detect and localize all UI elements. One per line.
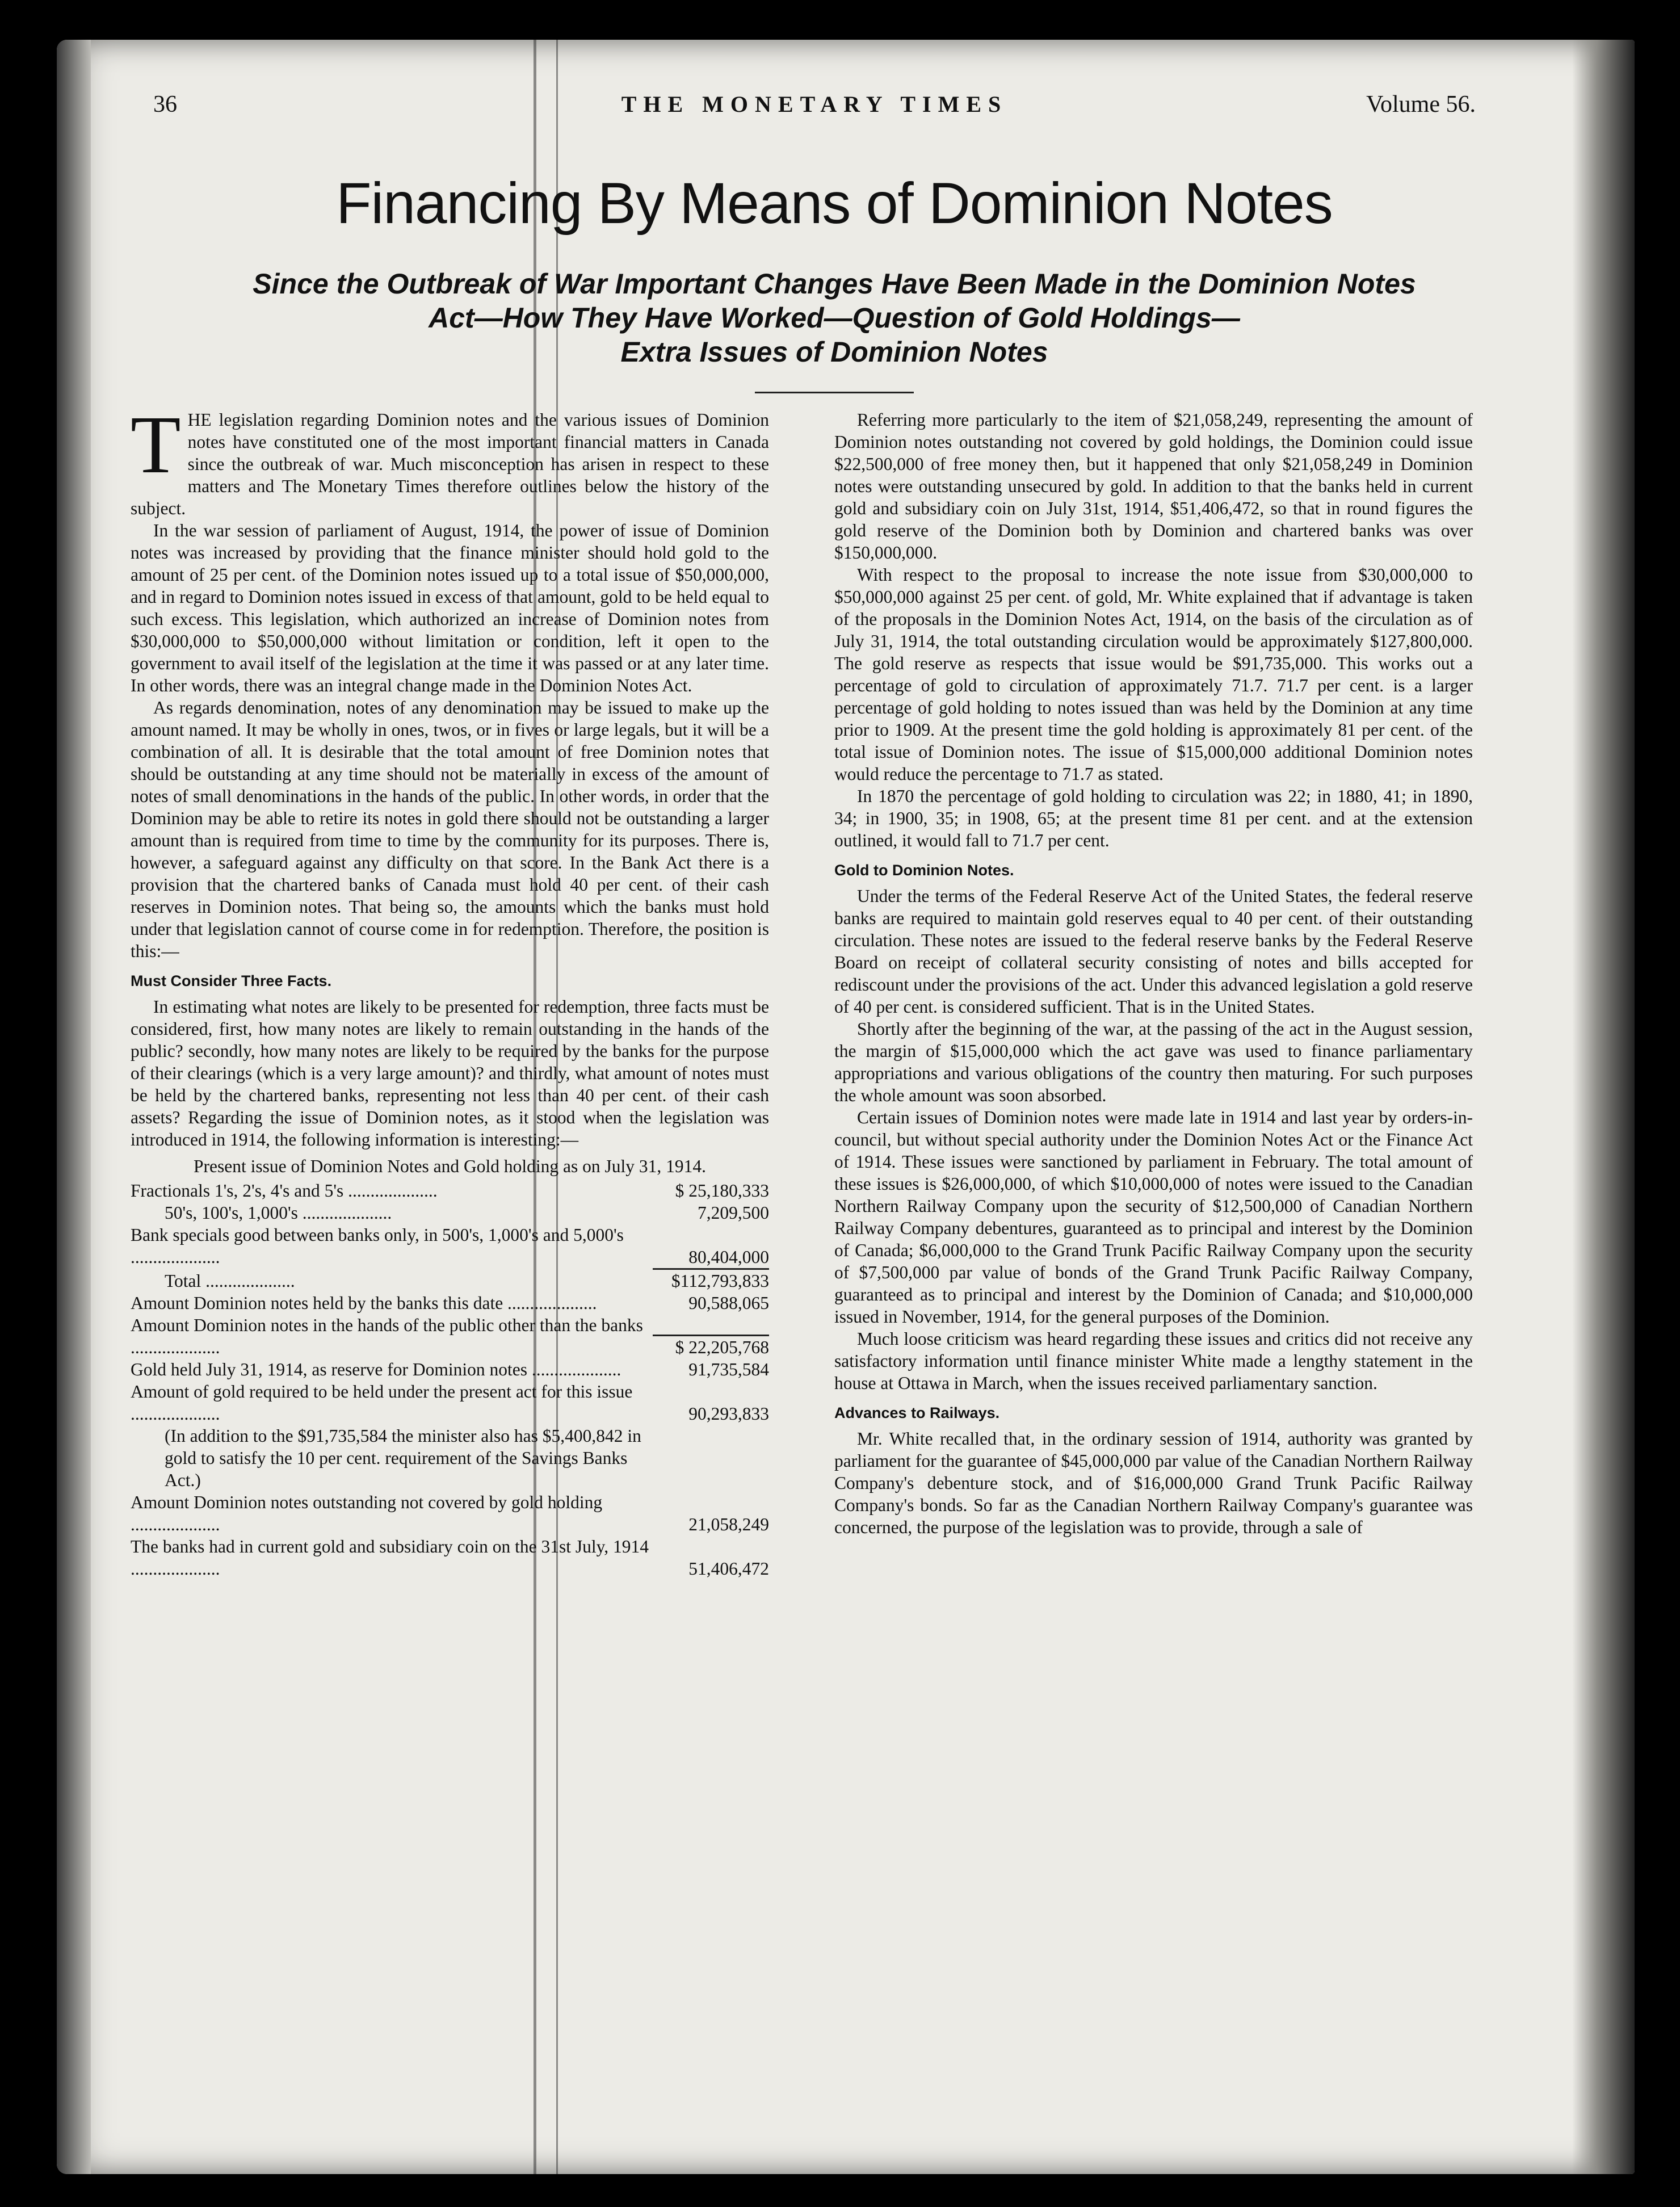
row-label: Amount Dominion notes held by the banks this date ....................: [131, 1293, 597, 1313]
volume-number: Volume 56.: [1366, 91, 1476, 118]
journal-title: THE MONETARY TIMES: [621, 91, 1008, 117]
table-row: [131, 1292, 769, 1314]
row-label: Amount Dominion notes outstanding not covered by gold holding ....................: [131, 1492, 603, 1534]
table-row: [131, 1224, 769, 1268]
table-row: [131, 1180, 769, 1202]
article-subtitle: [153, 267, 1515, 369]
page-number: 36: [153, 91, 177, 118]
paragraph: In 1870 the percentage of gold holding to circulation was 22; in 1880, 41; in 1890, 34; in 1900, 35; in 1908, 65; at the present time 81 per cent. and at the extension outlined, it would fall to 71.7 per cent.: [834, 786, 1473, 850]
subtitle-line: Act—How They Have Worked—Question of Gold Holdings—: [429, 302, 1240, 334]
paragraph: In estimating what notes are likely to be presented for redemption, three facts must be considered, first, how many notes are likely to remain outstanding in the hands of the public? secondly, how many notes are likely to be required by the banks for the purpose of their clearings (which is a very large amount)? and thirdly, what amount of notes must be held by the chartered banks, representing not less than 40 per cent. of their cash assets? Regarding the issue of Dominion notes, as it stood when the legislation was introduced in 1914, the following information is interesting:—: [131, 997, 769, 1149]
row-amount: 91,735,584: [688, 1360, 769, 1379]
row-label: Fractionals 1's, 2's, 4's and 5's ....................: [131, 1181, 438, 1201]
paragraph: Under the terms of the Federal Reserve Act of the United States, the federal reserve banks are required to maintain gold reserves equal to 40 per cent. of their outstanding circulation. These notes are issued to the federal reserve banks by the Federal Reserve Board on receipt of collateral security consisting of notes and bills accepted for rediscount under the provisions of the act. Under this advanced legislation a gold reserve of 40 per cent. is considered sufficient. That is in the United States.: [834, 886, 1473, 1017]
row-amount: 7,209,500: [698, 1203, 769, 1223]
paragraph: Much loose criticism was heard regarding these issues and critics did not receive any satisfactory information until finance minister White made a lengthy statement in the house at Ottawa in March, when the issues received parliamentary sanction.: [834, 1329, 1473, 1393]
row-label: The banks had in current gold and subsidiary coin on the 31st July, 1914 ....................: [131, 1537, 649, 1579]
row-amount: 21,058,249: [688, 1514, 769, 1534]
row-amount: $112,793,833: [653, 1268, 769, 1292]
table-caption: Present issue of Dominion Notes and Gold holding as on July 31, 1914.: [194, 1156, 706, 1176]
drop-cap: T: [131, 400, 181, 490]
left-column: [131, 400, 769, 1580]
title-rule: [755, 392, 914, 393]
table-row: [131, 1358, 769, 1381]
row-amount: 90,293,833: [688, 1404, 769, 1424]
section-heading: Gold to Dominion Notes.: [834, 862, 1014, 879]
row-label: Bank specials good between banks only, in 500's, 1,000's and 5,000's ....................: [131, 1225, 624, 1267]
right-column: [834, 409, 1473, 1538]
row-label: Amount of gold required to be held under the present act for this issue ....................: [131, 1382, 633, 1424]
row-label: Total ....................: [165, 1271, 295, 1291]
row-label: (In addition to the $91,735,584 the minister also has $5,400,842 in gold to satisfy the 10 per cent. requirement of the Savings Banks Act.): [165, 1426, 641, 1490]
paragraph: [131, 400, 769, 519]
table-row: [131, 1314, 769, 1358]
paragraph: In the war session of parliament of August, 1914, the power of issue of Dominion notes was increased by providing that the finance minister should hold gold to the amount of 25 per cent. of the Dominion notes issued up to a total issue of $50,000,000, and in regard to Dominion notes issued in excess of that amount, gold to be held equal to such excess. This legislation, which authorized an increase of Dominion notes from $30,000,000 to $50,000,000 without limitation or condition, left it open to the government to avail itself of the legislation at the time it was passed or at any later time. In other words, there was an integral change made in the Dominion Notes Act.: [131, 521, 769, 695]
paragraph: As regards denomination, notes of any denomination may be issued to make up the amount named. It may be wholly in ones, twos, or in fives or large legals, but it will be a combination of all. It is desirable that the total amount of free Dominion notes that should be outstanding at any time should not be materially in excess of the amount of notes of small denominations in the hands of the public. In other words, in order that the Dominion may be able to retire its notes in gold there should not be outstanding a larger amount than is required from time to time by the community for its purposes. There is, however, a safeguard against any difficulty on that score. In the Bank Act there is a provision that the chartered banks of Canada must hold 40 per cent. of their cash reserves in Dominion notes. That being so, the amounts which the banks must hold under that legislation cannot of course come in for redemption. Therefore, the position is this:—: [131, 698, 769, 961]
table-row: [131, 1202, 769, 1224]
row-label: Amount Dominion notes in the hands of the public other than the banks ....................: [131, 1315, 643, 1357]
paragraph-text: HE legislation regarding Dominion notes and the various issues of Dominion notes have constituted one of the most important financial matters in Canada since the outbreak of war. Much misconception has arisen in respect to these matters and The Monetary Times therefore outlines below the history of the subject.: [131, 410, 769, 518]
table-row: [131, 1381, 769, 1425]
table-row: [131, 1268, 769, 1292]
section-heading: Must Consider Three Facts.: [131, 972, 332, 989]
row-amount: $ 25,180,333: [675, 1181, 769, 1201]
paragraph: Shortly after the beginning of the war, at the passing of the act in the August session, the margin of $15,000,000 which the act gave was used to finance parliamentary appropriations and various obligations of the country then maturing. For such purposes the whole amount was soon absorbed.: [834, 1019, 1473, 1105]
paragraph: Referring more particularly to the item of $21,058,249, representing the amount of Dominion notes outstanding not covered by gold holdings, the Dominion could issue $22,500,000 of free money then, but it happened that only $21,058,249 in Dominion notes were outstanding unsecured by gold. In addition to that the banks held in current gold and subsidiary coin on July 31st, 1914, $51,406,472, so that in round figures the gold reserve of the Dominion both by Dominion and chartered banks was over $150,000,000.: [834, 410, 1473, 563]
table-row: [131, 1535, 769, 1580]
row-amount: 51,406,472: [688, 1559, 769, 1579]
section-heading: Advances to Railways.: [834, 1404, 1000, 1421]
table-row: [131, 1491, 769, 1535]
row-amount: $ 22,205,768: [653, 1335, 769, 1358]
row-amount: 90,588,065: [688, 1293, 769, 1313]
subtitle-line: Since the Outbreak of War Important Changes Have Been Made in the Dominion Notes: [253, 268, 1416, 300]
article-title: Financing By Means of Dominion Notes: [336, 171, 1333, 236]
row-label: Gold held July 31, 1914, as reserve for Dominion notes ....................: [131, 1360, 621, 1379]
table-row: [131, 1425, 769, 1491]
paragraph: Mr. White recalled that, in the ordinary session of 1914, authority was granted by parliament for the guarantee of $45,000,000 par value of the Canadian Northern Railway Company's debenture stock, and of $16,000,000 Grand Trunk Pacific Railway Company's bonds. So far as the Canadian Northern Railway Company's guarantee was concerned, the purpose of the legislation was to provide, through a sale of: [834, 1429, 1473, 1537]
financial-table: [131, 1180, 769, 1580]
row-amount: 80,404,000: [688, 1247, 769, 1267]
paragraph: With respect to the proposal to increase the note issue from $30,000,000 to $50,000,000 against 25 per cent. of gold, Mr. White explained that if advantage is taken of the proposals in the Dominion Notes Act, 1914, on the basis of the circulation as of July 31, 1914, the total outstanding circulation would be approximately $127,800,000. The gold reserve as respects that issue would be $91,735,000. This works out a percentage of gold to circulation of approximately 71.7. 71.7 per cent. is a larger percentage of gold holding to notes issued than was held by the Dominion at any time prior to 1909. At the present time the gold holding is approximately 81 per cent. of the total issue of Dominion notes. The issue of $15,000,000 additional Dominion notes would reduce the percentage to 71.7 as stated.: [834, 565, 1473, 784]
row-label: 50's, 100's, 1,000's ....................: [165, 1203, 392, 1223]
subtitle-line: Extra Issues of Dominion Notes: [620, 336, 1048, 368]
running-header: [153, 85, 1476, 131]
paragraph: Certain issues of Dominion notes were made late in 1914 and last year by orders-in-council, but without special authority under the Dominion Notes Act or the Finance Act of 1914. These issues were sanctioned by parliament in February. The total amount of these issues is $26,000,000, of which $10,000,000 of notes were issued to the Canadian Northern Railway Company upon the security of $12,500,000 of Canadian Northern Railway Company debentures, guaranteed as to principal and interest by the Dominion of Canada; $6,000,000 to the Grand Trunk Pacific Railway Company upon the security of $7,500,000 par value of bonds of the Grand Trunk Pacific Railway Company, guaranteed as to principal and interest by the Dominion of Canada; and $10,000,000 issued in November, 1914, for the general purposes of the Dominion.: [834, 1107, 1473, 1327]
